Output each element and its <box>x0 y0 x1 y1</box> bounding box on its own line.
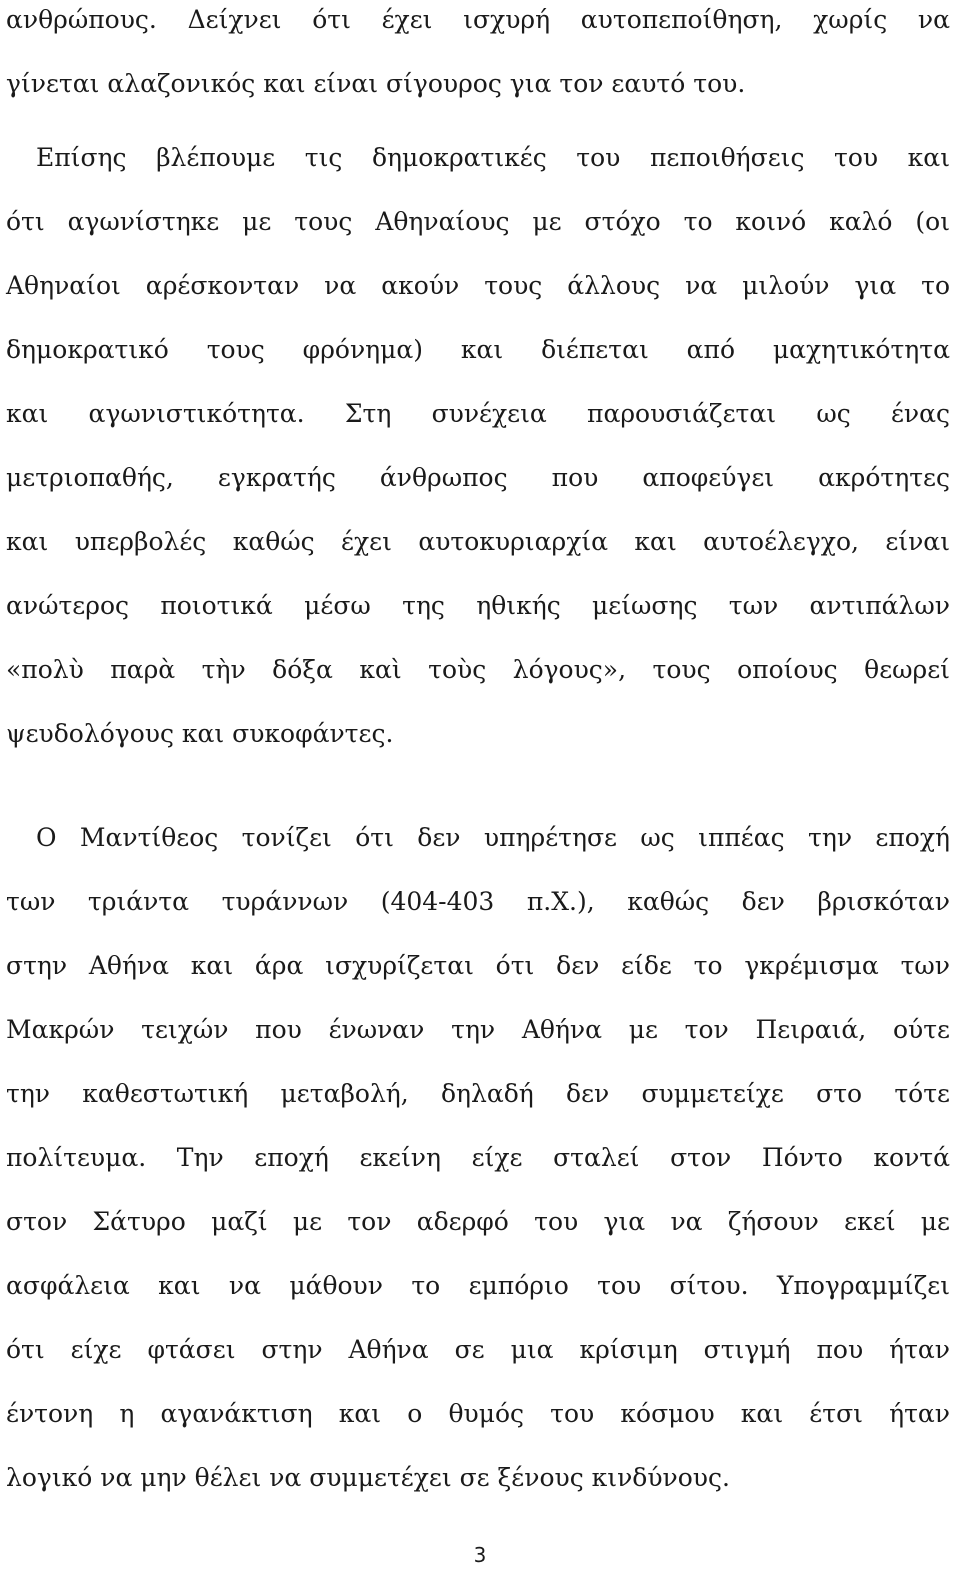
paragraph-2 <box>6 126 950 766</box>
text-line: Ο Μαντίθεος τονίζει ότι δεν υπηρέτησε ως ιππέας την εποχή <box>36 823 950 852</box>
text-line: την καθεστωτική μεταβολή, δηλαδή δεν συμμετείχε στο τότε <box>6 1079 950 1108</box>
text-line: ότι αγωνίστηκε με τους Αθηναίους με στόχο το κοινό καλό (οι <box>6 207 950 236</box>
text-line: ασφάλεια και να μάθουν το εμπόριο του σίτου. Υπογραμμίζει <box>6 1271 950 1300</box>
text-line: και υπερβολές καθώς έχει αυτοκυριαρχία και αυτοέλεγχο, είναι <box>6 527 950 556</box>
text-line: γίνεται αλαζονικός και είναι σίγουρος για τον εαυτό του. <box>6 69 746 98</box>
paragraph-1 <box>6 0 950 116</box>
text-line: ανθρώπους. Δείχνει ότι έχει ισχυρή αυτοπεποίθηση, χωρίς να <box>6 5 950 34</box>
paragraph-3 <box>6 806 950 1510</box>
text-line: πολίτευμα. Την εποχή εκείνη είχε σταλεί στον Πόντο κοντά <box>6 1143 950 1172</box>
text-line: και αγωνιστικότητα. Στη συνέχεια παρουσιάζεται ως ένας <box>6 399 950 428</box>
text-line: δημοκρατικό τους φρόνημα) και διέπεται από μαχητικότητα <box>6 335 950 364</box>
text-line: στην Αθήνα και άρα ισχυρίζεται ότι δεν είδε το γκρέμισμα των <box>6 951 950 980</box>
text-line: Αθηναίοι αρέσκονταν να ακούν τους άλλους να μιλούν για το <box>6 271 950 300</box>
text-line: των τριάντα τυράννων (404-403 π.Χ.), καθώς δεν βρισκόταν <box>6 887 950 916</box>
page-number: 3 <box>473 1543 487 1567</box>
text-line: μετριοπαθής, εγκρατής άνθρωπος που αποφεύγει ακρότητες <box>6 463 950 492</box>
text-line: «πολὺ παρὰ τὴν δόξα καὶ τοὺς λόγους», τους οποίους θεωρεί <box>6 655 950 684</box>
text-line: λογικό να μην θέλει να συμμετέχει σε ξένους κινδύνους. <box>6 1463 730 1492</box>
text-line: Επίσης βλέπουμε τις δημοκρατικές του πεποιθήσεις του και <box>36 143 950 172</box>
text-line: ψευδολόγους και συκοφάντες. <box>6 719 394 748</box>
text-line: ότι είχε φτάσει στην Αθήνα σε μια κρίσιμη στιγμή που ήταν <box>6 1335 950 1364</box>
text-line: ανώτερος ποιοτικά μέσω της ηθικής μείωσης των αντιπάλων <box>6 591 950 620</box>
text-line: Μακρών τειχών που ένωναν την Αθήνα με τον Πειραιά, ούτε <box>6 1015 950 1044</box>
text-line: στον Σάτυρο μαζί με τον αδερφό του για να ζήσουν εκεί με <box>6 1207 950 1236</box>
text-line: έντονη η αγανάκτιση και ο θυμός του κόσμου και έτσι ήταν <box>6 1399 950 1428</box>
